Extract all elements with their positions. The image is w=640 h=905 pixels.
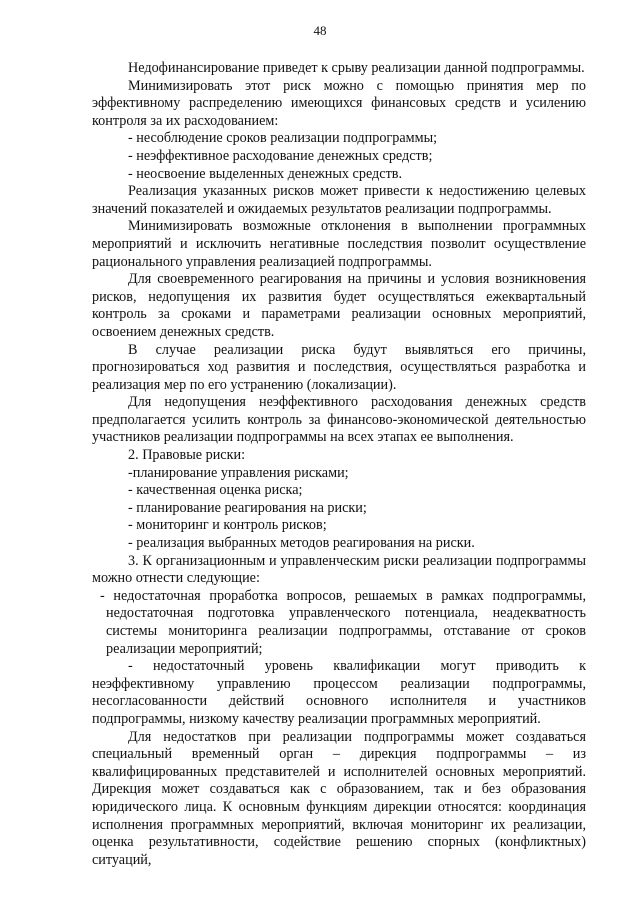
list-item: - мониторинг и контроль рисков;: [128, 517, 327, 534]
list-item: -планирование управления рисками;: [128, 464, 349, 481]
paragraph: Для своевременного реагирования на причины и условия возникновения рисков, недопущения их развития будет осуществляться ежеквартальный контроль за сроками и параметрами реализации основных мероприятий, освоением денежных средств.: [92, 271, 586, 340]
document-body: [92, 60, 586, 869]
list-item: - планирование реагирования на риски;: [128, 499, 367, 516]
paragraph: В случае реализации риска будут выявляться его причины, прогнозироваться ход развития и последствия, осуществляться разработка и реализация мер по его устранению (локализации).: [92, 341, 586, 393]
list-item: - недостаточный уровень квалификации могут приводить к неэффективному управлению процессом реализации подпрограммы, несогласованности действий основного исполнителя и участников подпрограммы, низкому качеству реализации программных мероприятий.: [92, 658, 586, 727]
section-heading: 2. Правовые риски:: [128, 447, 246, 464]
section-heading: 3. К организационным и управленческим риски реализации подпрограммы можно отнести следующие:: [92, 552, 586, 587]
paragraph: Реализация указанных рисков может привести к недостижению целевых значений показателей и ожидаемых результатов реализации подпрограммы.: [92, 183, 586, 217]
list-item: - неэффективное расходование денежных средств;: [128, 147, 433, 164]
paragraph: Для недопущения неэффективного расходования денежных средств предполагается усилить контроль за финансово-экономической деятельностью участников реализации подпрограммы на всех этапах ее выполнения.: [92, 394, 586, 446]
paragraph: Недофинансирование приведет к срыву реализации данной подпрограммы.: [128, 60, 585, 76]
list-item: - неосвоение выделенных денежных средств.: [128, 165, 403, 182]
list-item: - несоблюдение сроков реализации подпрограммы;: [128, 130, 438, 147]
paragraph: Минимизировать возможные отклонения в выполнении программных мероприятий и исключить негативные последствия позволит осуществление рационального управления реализацией подпрограммы.: [92, 218, 586, 270]
page-number: 48: [313, 23, 327, 38]
paragraph: Минимизировать этот риск можно с помощью принятия мер по эффективному распределению имеющихся финансовых средств и усилению контроля за их расходованием:: [92, 77, 586, 129]
list-item: - недостаточная проработка вопросов, решаемых в рамках подпрограммы, недостаточная подготовка управленческого потенциала, неадекватность системы мониторинга реализации подпрограммы, отставание от сроков реализации мероприятий;: [100, 587, 586, 657]
list-item: - качественная оценка риска;: [128, 482, 303, 499]
paragraph: Для недостатков при реализации подпрограммы может создаваться специальный временный орган – дирекция подпрограммы – из квалифицированных представителей и исполнителей основных мероприятий. Дирекция может создаваться как с образованием, так и без образования юридического лица. К основным функциям дирекции относятся: координация исполнения программных мероприятий, включая мониторинг их реализации, оценка результативности, содействие решению спорных (конфликтных) ситуаций,: [92, 728, 586, 868]
list-item: - реализация выбранных методов реагирования на риски.: [128, 535, 475, 552]
